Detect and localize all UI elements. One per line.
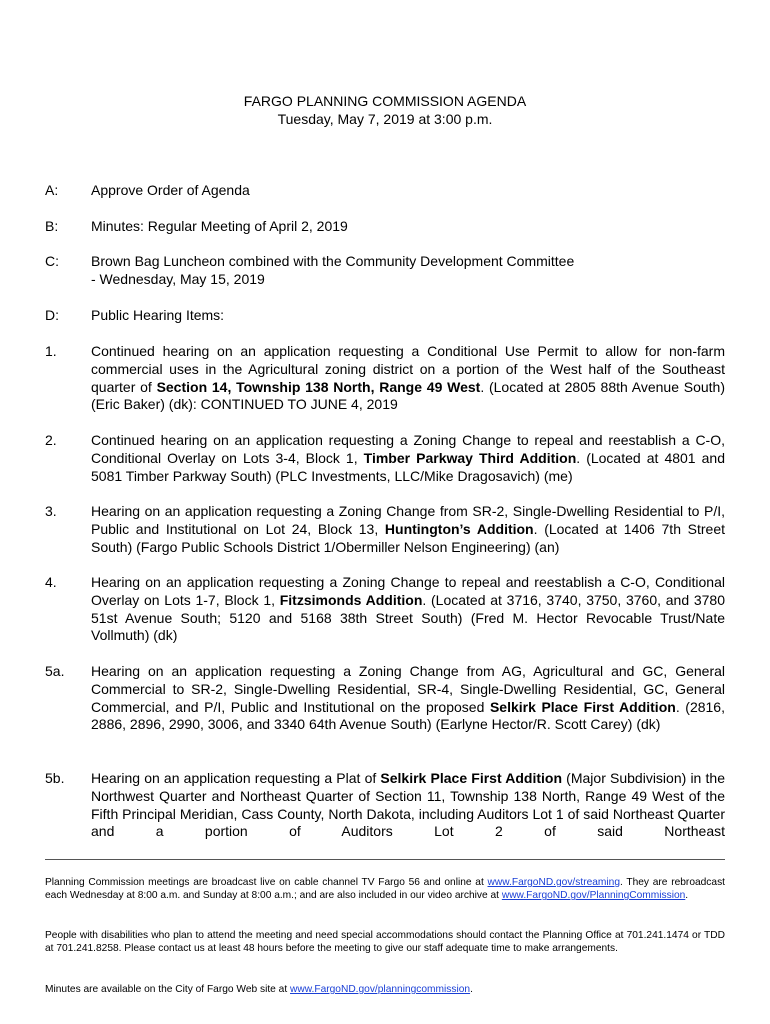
item-text bbox=[91, 574, 725, 645]
footer-text: Minutes are available on the City of Fargo Web site at bbox=[45, 984, 291, 995]
planning-commission-archive-link[interactable]: www.FargoND.gov/PlanningCommission bbox=[501, 890, 686, 902]
item-text bbox=[91, 432, 725, 485]
item-text-part: . (2816, 2886, 2896, 2990, 3006, and 3340 64th Avenue South) (Earlyne Hector/R. Scott Carey) (dk) bbox=[91, 698, 725, 733]
item-text bbox=[91, 663, 725, 734]
footer-broadcast-note bbox=[45, 876, 725, 902]
item-label: 3. bbox=[45, 503, 57, 519]
item-text-line: Brown Bag Luncheon combined with the Community Development Committee bbox=[91, 253, 575, 269]
item-label: 2. bbox=[45, 432, 57, 448]
footer-text: . bbox=[685, 890, 689, 902]
item-text-part: . (Located at 1406 7th Street South) (Fargo Public Schools District 1/Obermiller Nelson Engineering) (an) bbox=[91, 520, 726, 555]
item-bold-location: Huntington’s Addition bbox=[384, 520, 534, 537]
item-label: 1. bbox=[45, 343, 57, 359]
item-label: D: bbox=[45, 307, 59, 323]
item-text-part: Hearing on an application requesting a Plat of bbox=[91, 770, 381, 786]
item-text-part: Hearing on an application requesting a Zoning Change from AG, Agricultural and GC, General Commercial to SR-2, Single-Dwelling Residential, SR-4, Single-Dwelling Residential, GC, General Commercial, and P/I, Public and Institutional on the proposed bbox=[91, 663, 725, 715]
footer-text: . They are rebroadcast each Wednesday at 8:00 a.m. and Sunday at 8:00 a.m.; and are also included in our video archive at bbox=[45, 877, 725, 902]
item-label: A: bbox=[45, 182, 59, 198]
item-bold-location: Timber Parkway Third Addition bbox=[363, 449, 577, 466]
item-bold-location: Selkirk Place First Addition bbox=[380, 770, 563, 786]
item-bold-location: Section 14, Township 138 North, Range 49 West bbox=[156, 378, 481, 395]
item-text bbox=[91, 503, 725, 556]
item-label: 4. bbox=[45, 574, 57, 590]
planning-commission-minutes-link[interactable]: www.FargoND.gov/planningcommission bbox=[290, 984, 471, 995]
item-text: Public Hearing Items: bbox=[91, 307, 225, 323]
item-text-part: Continued hearing on an application requesting a Conditional Use Permit to allow for non-farm commercial uses in the Agricultural zoning district on a portion of the West half of the Southeast quarter of bbox=[91, 343, 725, 395]
item-text-part: Continued hearing on an application requesting a Zoning Change to repeal and reestablish a C-O, Conditional Overlay on Lots 3-4, Block 1, bbox=[91, 432, 725, 466]
agenda-title: FARGO PLANNING COMMISSION AGENDA bbox=[243, 93, 527, 109]
item-text-part: Hearing on an application requesting a Zoning Change from SR-2, Single-Dwelling Residential to P/I, Public and Institutional on Lot 24, Block 13, bbox=[91, 503, 725, 537]
item-text-line: - Wednesday, May 15, 2019 bbox=[91, 270, 265, 287]
item-label: 5a. bbox=[45, 663, 65, 679]
footer-minutes-note bbox=[45, 983, 725, 996]
item-label: B: bbox=[45, 218, 59, 234]
item-text bbox=[91, 253, 725, 289]
item-text bbox=[91, 343, 725, 414]
item-bold-location: Fitzsimonds Addition bbox=[279, 591, 423, 608]
footer-text: Planning Commission meetings are broadcast live on cable channel TV Fargo 56 and online at bbox=[45, 877, 488, 888]
item-label: 5b. bbox=[45, 770, 65, 786]
item-label: C: bbox=[45, 253, 59, 269]
item-text-part: . (Located at 2805 88th Avenue South) (Eric Baker) (dk): CONTINUED TO JUNE 4, 2019 bbox=[91, 378, 726, 413]
footer-text: . bbox=[470, 984, 473, 995]
footer-divider bbox=[45, 859, 725, 860]
meeting-date: Tuesday, May 7, 2019 at 3:00 p.m. bbox=[277, 111, 493, 127]
streaming-link[interactable]: www.FargoND.gov/streaming bbox=[487, 877, 620, 888]
item-text-part: Hearing on an application requesting a Zoning Change to repeal and reestablish a C-O, Conditional Overlay on Lots 1-7, Block 1, bbox=[91, 574, 725, 608]
item-text-part: (Major Subdivision) in the Northwest Quarter and Northeast Quarter of Section 11, Township 138 North, Range 49 West of the Fifth Principal Meridian, Cass County, North Dakota, including Auditors Lot 1 of said Northeast Quarter and a portion of Auditors Lot 2 of said Northeast bbox=[91, 770, 725, 840]
item-text bbox=[91, 770, 725, 841]
item-text-part: . (Located at 3716, 3740, 3750, 3760, and 3780 51st Avenue South; 5120 and 5168 38th Street South) (Fred M. Hector Revocable Trust/Nate Vollmuth) (dk) bbox=[91, 591, 725, 644]
item-bold-location: Selkirk Place First Addition bbox=[489, 698, 676, 715]
footer-accessibility-note: People with disabilities who plan to attend the meeting and need special accommodations should contact the Planning Office at 701.241.1474 or TDD at 701.241.8258. Please contact us at least 48 hours before the meeting to give our staff adequate time to make arrangements. bbox=[45, 930, 725, 955]
item-text-part: . (Located at 4801 and 5081 Timber Parkway South) (PLC Investments, LLC/Mike Dragosavich) (me) bbox=[91, 449, 725, 484]
item-text: Approve Order of Agenda bbox=[91, 182, 250, 198]
item-text: Minutes: Regular Meeting of April 2, 2019 bbox=[91, 218, 348, 234]
